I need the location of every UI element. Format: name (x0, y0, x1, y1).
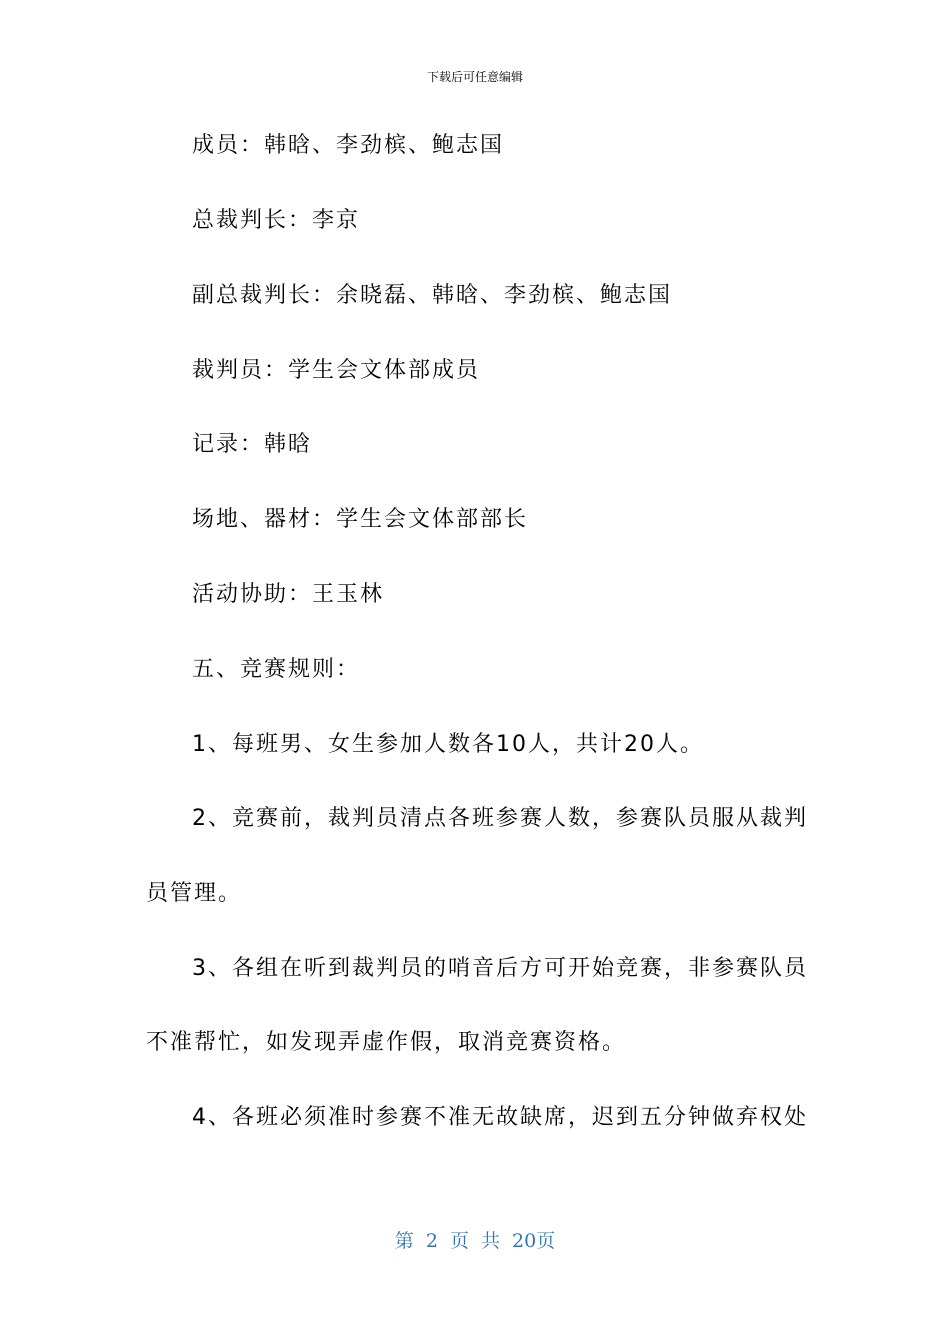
referees-line: 裁判员：学生会文体部成员 (192, 358, 481, 383)
venue-equipment-line: 场地、器材：学生会文体部部长 (192, 507, 529, 532)
rule-3-continuation: 不准帮忙，如发现弄虚作假，取消竞赛资格。 (146, 1030, 627, 1055)
section-heading-rules: 五、竞赛规则： (192, 657, 361, 682)
page-number-footer: 第 2 页 共 20页 (394, 1230, 556, 1252)
chief-referee-line: 总裁判长：李京 (192, 208, 361, 233)
rule-3-line: 3、各组在听到裁判员的哨音后方可开始竞赛，非参赛队员 (192, 956, 808, 981)
deputy-chief-referee-line: 副总裁判长：余晓磊、韩晗、李劲槟、鲍志国 (192, 283, 673, 308)
rule-1-line: 1、每班男、女生参加人数各10人，共计20人。 (192, 732, 704, 757)
page-header: 下载后可任意编辑 (426, 70, 523, 84)
rule-4-line: 4、各班必须准时参赛不准无故缺席，迟到五分钟做弃权处 (192, 1105, 808, 1130)
recorder-line: 记录：韩晗 (192, 432, 313, 457)
activity-assistant-line: 活动协助：王玉林 (192, 582, 385, 607)
committee-members-line: 成员：韩晗、李劲槟、鲍志国 (192, 133, 505, 158)
rule-2-line: 2、竞赛前，裁判员清点各班参赛人数，参赛队员服从裁判 (192, 806, 808, 831)
rule-2-continuation: 员管理。 (146, 881, 243, 906)
